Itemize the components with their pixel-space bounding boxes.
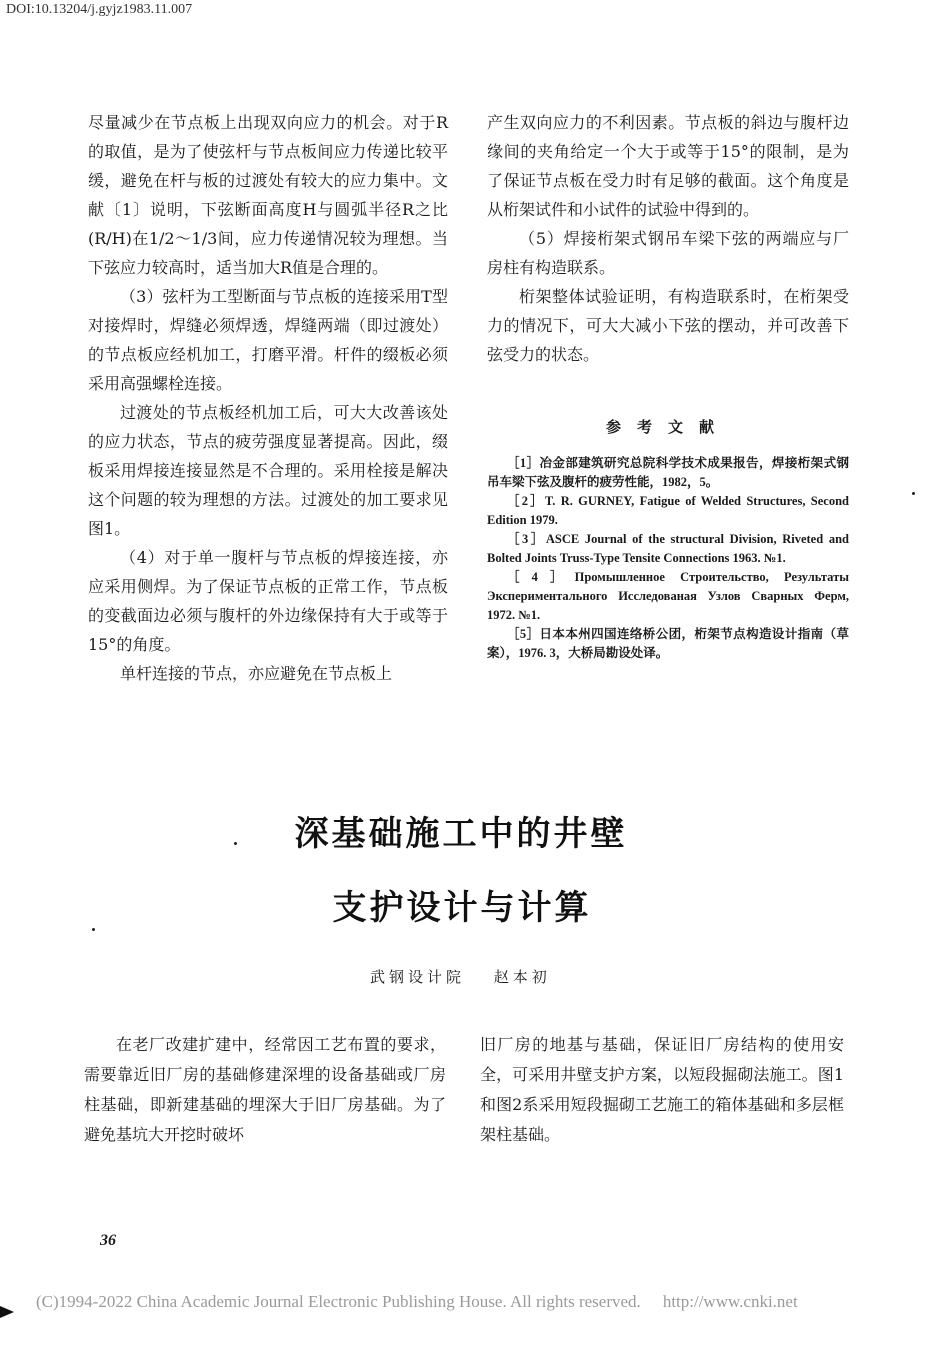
paragraph: 桁架整体试验证明，有构造联系时，在桁架受力的情况下，可大大减小下弦的摆动，并可改善下弦受力的状态。: [487, 287, 849, 364]
paragraph: 旧厂房的地基与基础，保证旧厂房结构的使用安全，可采用井壁支护方案，以短段掘砌法施工。图1和图2系采用短段掘砌工艺施工的箱体基础和多层框架柱基础。: [480, 1035, 844, 1144]
right-column-top: [487, 108, 849, 663]
paragraph: （5）焊接桁架式钢吊车梁下弦的两端应与厂房柱有构造联系。: [487, 229, 849, 277]
paragraph: （3）弦杆为工型断面与节点板的连接采用T型对接焊时，焊缝必须焊透，焊缝两端（即过渡处）的节点板应经机加工，打磨平滑。杆件的缀板必须采用高强螺栓连接。: [88, 287, 448, 393]
paragraph: 尽量减少在节点板上出现双向应力的机会。对于R的取值，是为了使弦杆与节点板间应力传递比较平缓，避免在杆与板的过渡处有较大的应力集中。文献〔1〕说明，下弦断面高度H与圆弧半径R之比(R/H)在1/2～1/3间，应力传递情况较为理想。当下弦应力较高时，适当加大R值是合理的。: [88, 113, 448, 277]
scan-speck: [912, 492, 915, 495]
reference-item: ［2］T. R. GURNEY, Fatigue of Welded Structures, Second Edition 1979.: [487, 494, 849, 527]
corner-arrow-icon: [0, 1306, 14, 1318]
paragraph: 在老厂改建扩建中，经常因工艺布置的要求，需要靠近旧厂房的基础修建深埋的设备基础或厂房柱基础，即新建基础的埋深大于旧厂房基础。为了避免基坑大开挖时破坏: [84, 1035, 446, 1144]
left-column-bottom: [84, 1030, 446, 1150]
author-name: 赵本初: [493, 968, 551, 986]
references-heading: 参考文献: [605, 418, 730, 436]
reference-item: ［3］ASCE Journal of the structural Division, Riveted and Bolted Joints Truss-Type Tensite Connections 1963. №1.: [487, 532, 849, 565]
author-institution: 武钢设计院: [370, 968, 466, 986]
right-column-bottom: [480, 1030, 844, 1150]
copyright-footer: [36, 1292, 798, 1312]
paragraph: 过渡处的节点板经机加工后，可大大改善该处的应力状态，节点的疲劳强度显著提高。因此，缀板采用焊接连接显然是不合理的。采用栓接是解决这个问题的较为理想的方法。过渡处的加工要求见图1。: [88, 403, 448, 538]
footer-url[interactable]: http://www.cnki.net: [662, 1292, 798, 1311]
paragraph: 产生双向应力的不利因素。节点板的斜边与腹杆边缘间的夹角给定一个大于或等于15°的限制，是为了保证节点板在受力时有足够的截面。这个角度是从桁架试件和小试件的试验中得到的。: [487, 113, 849, 219]
paragraph: 单杆连接的节点，亦应避免在节点板上: [120, 664, 393, 683]
doi-header: DOI:10.13204/j.gyjz1983.11.007: [6, 2, 193, 17]
article-title-line-2: 支护设计与计算: [332, 888, 592, 928]
reference-item: ［1］冶金部建筑研究总院科学技术成果报告，焊接桁架式钢吊车梁下弦及腹杆的疲劳性能，1982，5。: [487, 456, 849, 489]
page-number: 36: [100, 1232, 116, 1249]
byline: [370, 966, 551, 987]
reference-item: ［4］Промышленное Строительство, Результаты Экспериментального Исследованая Узлов Сварных Ферм, 1972. №1.: [487, 570, 849, 622]
copyright-text: (C)1994-2022 China Academic Journal Electronic Publishing House. All rights reserved.: [36, 1292, 641, 1311]
paragraph: （4）对于单一腹杆与节点板的焊接连接，亦应采用侧焊。为了保证节点板的正常工作，节点板的变截面边必须与腹杆的外边缘保持有大于或等于15°的角度。: [88, 548, 448, 654]
reference-item: ［5］日本本州四国连络桥公团，桁架节点构造设计指南（草案），1976. 3，大桥局勘设处译。: [487, 627, 849, 660]
article-title-line-1: 深基础施工中的井壁: [294, 814, 628, 854]
left-column-top: [88, 108, 448, 688]
